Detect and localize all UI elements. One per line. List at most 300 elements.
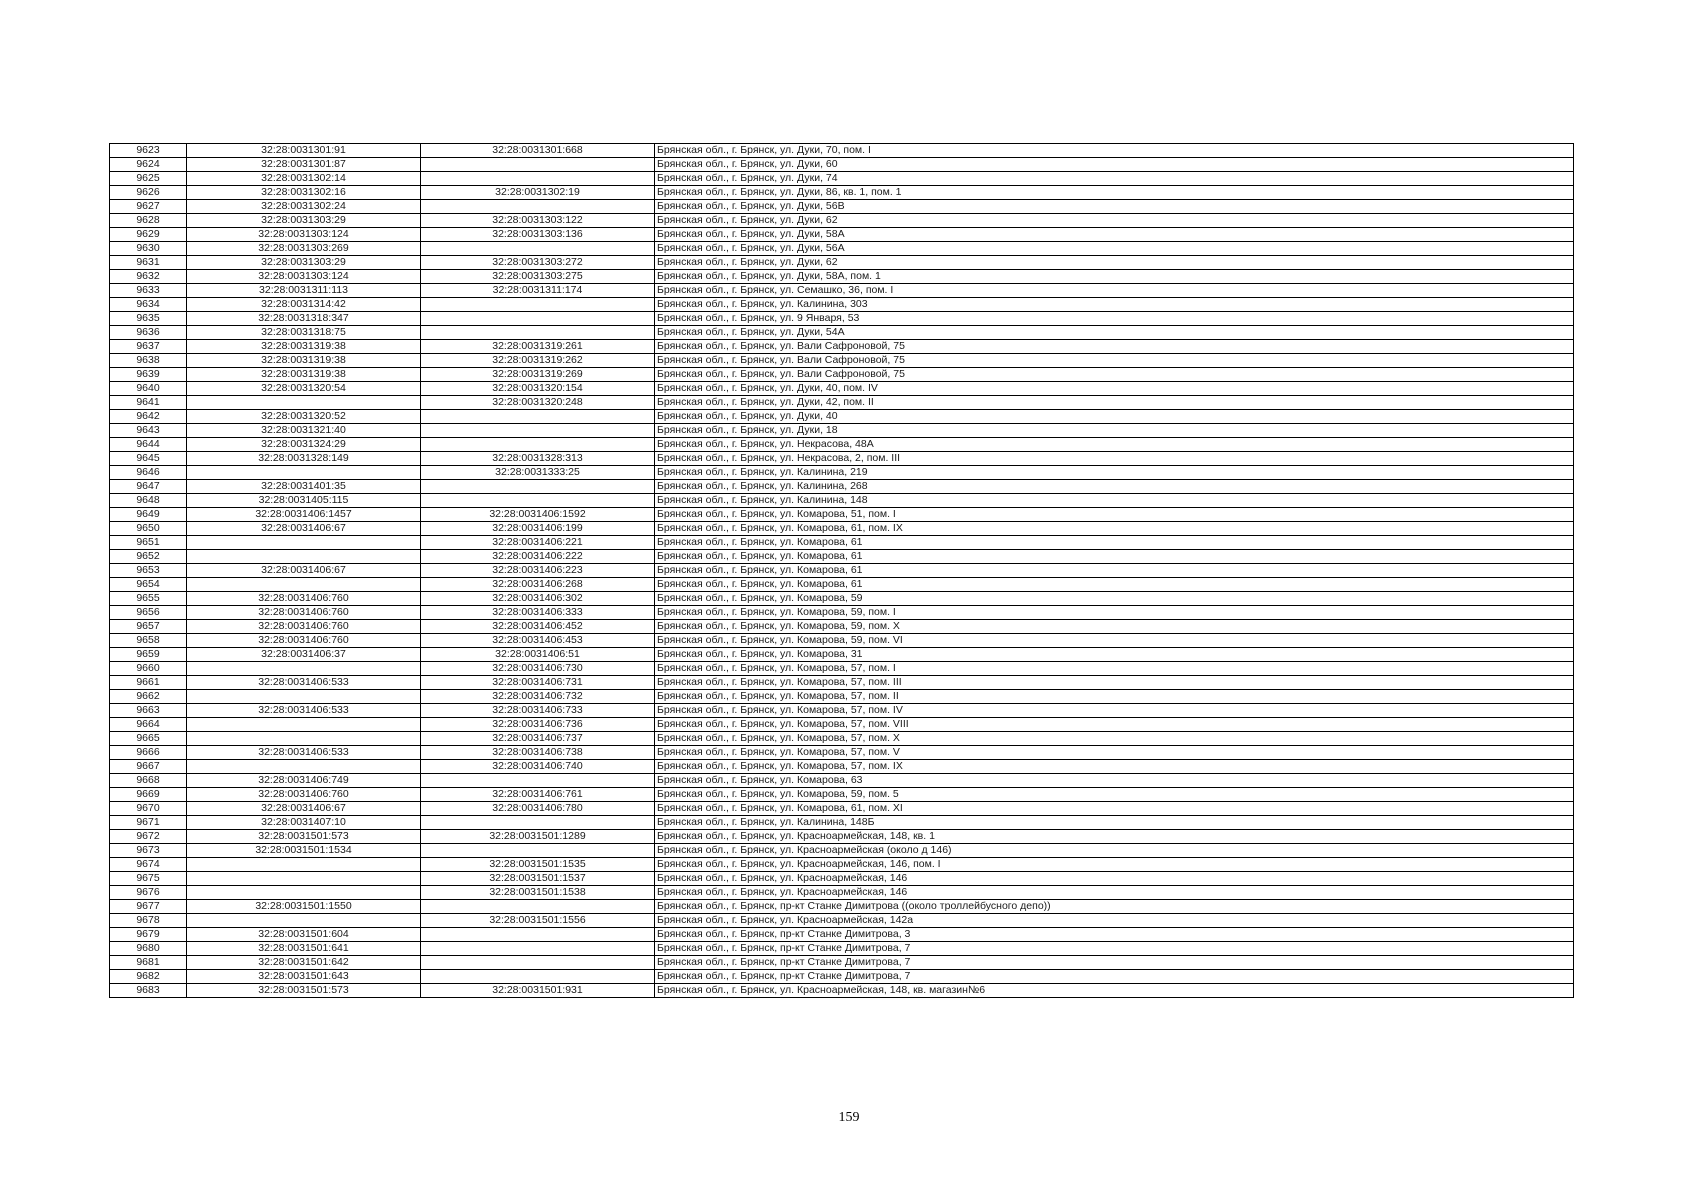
address-cell: Брянская обл., г. Брянск, ул. Комарова, 57, пом. III <box>655 676 1574 690</box>
address-cell: Брянская обл., г. Брянск, ул. Комарова, 57, пом. X <box>655 732 1574 746</box>
row-number-cell: 9679 <box>110 928 187 942</box>
building-cadastral-number-cell: 32:28:0031406:333 <box>421 606 655 620</box>
land-cadastral-number-cell <box>187 690 421 704</box>
address-cell: Брянская обл., г. Брянск, ул. Красноармейская, 148, кв. магазин№6 <box>655 984 1574 998</box>
building-cadastral-number-cell: 32:28:0031501:1535 <box>421 858 655 872</box>
registry-table-body <box>110 144 1574 998</box>
building-cadastral-number-cell: 32:28:0031406:737 <box>421 732 655 746</box>
land-cadastral-number-cell: 32:28:0031311:113 <box>187 284 421 298</box>
row-number-cell: 9628 <box>110 214 187 228</box>
row-number-cell: 9646 <box>110 466 187 480</box>
land-cadastral-number-cell: 32:28:0031501:1534 <box>187 844 421 858</box>
table-row <box>110 732 1574 746</box>
land-cadastral-number-cell: 32:28:0031406:760 <box>187 634 421 648</box>
table-row <box>110 326 1574 340</box>
land-cadastral-number-cell <box>187 718 421 732</box>
address-cell: Брянская обл., г. Брянск, ул. Дуки, 54А <box>655 326 1574 340</box>
building-cadastral-number-cell <box>421 900 655 914</box>
address-cell: Брянская обл., г. Брянск, ул. Комарова, 57, пом. II <box>655 690 1574 704</box>
row-number-cell: 9650 <box>110 522 187 536</box>
building-cadastral-number-cell <box>421 438 655 452</box>
address-cell: Брянская обл., г. Брянск, ул. Калинина, 148 <box>655 494 1574 508</box>
row-number-cell: 9680 <box>110 942 187 956</box>
land-cadastral-number-cell: 32:28:0031320:54 <box>187 382 421 396</box>
table-row <box>110 606 1574 620</box>
building-cadastral-number-cell: 32:28:0031406:740 <box>421 760 655 774</box>
building-cadastral-number-cell <box>421 312 655 326</box>
building-cadastral-number-cell: 32:28:0031302:19 <box>421 186 655 200</box>
row-number-cell: 9662 <box>110 690 187 704</box>
building-cadastral-number-cell <box>421 816 655 830</box>
building-cadastral-number-cell: 32:28:0031320:248 <box>421 396 655 410</box>
building-cadastral-number-cell: 32:28:0031333:25 <box>421 466 655 480</box>
page-number: 159 <box>838 1110 860 1125</box>
table-row <box>110 200 1574 214</box>
building-cadastral-number-cell: 32:28:0031301:668 <box>421 144 655 158</box>
building-cadastral-number-cell: 32:28:0031311:174 <box>421 284 655 298</box>
building-cadastral-number-cell: 32:28:0031406:453 <box>421 634 655 648</box>
land-cadastral-number-cell: 32:28:0031406:67 <box>187 802 421 816</box>
address-cell: Брянская обл., г. Брянск, ул. Калинина, 303 <box>655 298 1574 312</box>
land-cadastral-number-cell <box>187 536 421 550</box>
land-cadastral-number-cell: 32:28:0031501:573 <box>187 830 421 844</box>
land-cadastral-number-cell: 32:28:0031302:14 <box>187 172 421 186</box>
building-cadastral-number-cell: 32:28:0031406:51 <box>421 648 655 662</box>
row-number-cell: 9677 <box>110 900 187 914</box>
table-row <box>110 158 1574 172</box>
land-cadastral-number-cell: 32:28:0031328:149 <box>187 452 421 466</box>
table-row <box>110 900 1574 914</box>
address-cell: Брянская обл., г. Брянск, ул. Комарова, 61, пом. XI <box>655 802 1574 816</box>
land-cadastral-number-cell: 32:28:0031314:42 <box>187 298 421 312</box>
address-cell: Брянская обл., г. Брянск, ул. Дуки, 70, пом. I <box>655 144 1574 158</box>
building-cadastral-number-cell: 32:28:0031406:730 <box>421 662 655 676</box>
address-cell: Брянская обл., г. Брянск, ул. Калинина, 219 <box>655 466 1574 480</box>
address-cell: Брянская обл., г. Брянск, ул. Комарова, 61 <box>655 550 1574 564</box>
address-cell: Брянская обл., г. Брянск, ул. Красноармейская, 146, пом. I <box>655 858 1574 872</box>
address-cell: Брянская обл., г. Брянск, ул. Дуки, 42, пом. II <box>655 396 1574 410</box>
address-cell: Брянская обл., г. Брянск, ул. Комарова, 57, пом. IV <box>655 704 1574 718</box>
row-number-cell: 9669 <box>110 788 187 802</box>
address-cell: Брянская обл., г. Брянск, ул. Комарова, 31 <box>655 648 1574 662</box>
table-row <box>110 564 1574 578</box>
table-row <box>110 718 1574 732</box>
row-number-cell: 9637 <box>110 340 187 354</box>
table-row <box>110 480 1574 494</box>
land-cadastral-number-cell <box>187 396 421 410</box>
building-cadastral-number-cell: 32:28:0031501:1289 <box>421 830 655 844</box>
row-number-cell: 9629 <box>110 228 187 242</box>
row-number-cell: 9636 <box>110 326 187 340</box>
building-cadastral-number-cell <box>421 844 655 858</box>
row-number-cell: 9671 <box>110 816 187 830</box>
land-cadastral-number-cell: 32:28:0031406:760 <box>187 606 421 620</box>
table-row <box>110 816 1574 830</box>
land-cadastral-number-cell: 32:28:0031501:604 <box>187 928 421 942</box>
table-row <box>110 690 1574 704</box>
table-row <box>110 522 1574 536</box>
address-cell: Брянская обл., г. Брянск, ул. Комарова, 63 <box>655 774 1574 788</box>
table-row <box>110 550 1574 564</box>
table-row <box>110 256 1574 270</box>
table-row <box>110 508 1574 522</box>
address-cell: Брянская обл., г. Брянск, пр-кт Станке Димитрова, 3 <box>655 928 1574 942</box>
building-cadastral-number-cell: 32:28:0031303:122 <box>421 214 655 228</box>
table-row <box>110 676 1574 690</box>
address-cell: Брянская обл., г. Брянск, ул. Дуки, 60 <box>655 158 1574 172</box>
address-cell: Брянская обл., г. Брянск, ул. Дуки, 40, пом. IV <box>655 382 1574 396</box>
building-cadastral-number-cell: 32:28:0031406:780 <box>421 802 655 816</box>
building-cadastral-number-cell: 32:28:0031501:1537 <box>421 872 655 886</box>
address-cell: Брянская обл., г. Брянск, ул. Дуки, 40 <box>655 410 1574 424</box>
building-cadastral-number-cell <box>421 494 655 508</box>
land-cadastral-number-cell: 32:28:0031406:1457 <box>187 508 421 522</box>
table-row <box>110 186 1574 200</box>
building-cadastral-number-cell: 32:28:0031320:154 <box>421 382 655 396</box>
building-cadastral-number-cell <box>421 298 655 312</box>
row-number-cell: 9645 <box>110 452 187 466</box>
row-number-cell: 9643 <box>110 424 187 438</box>
row-number-cell: 9624 <box>110 158 187 172</box>
table-row <box>110 648 1574 662</box>
row-number-cell: 9647 <box>110 480 187 494</box>
land-cadastral-number-cell: 32:28:0031406:749 <box>187 774 421 788</box>
row-number-cell: 9630 <box>110 242 187 256</box>
land-cadastral-number-cell: 32:28:0031303:29 <box>187 256 421 270</box>
row-number-cell: 9676 <box>110 886 187 900</box>
row-number-cell: 9681 <box>110 956 187 970</box>
table-row <box>110 634 1574 648</box>
land-cadastral-number-cell: 32:28:0031318:75 <box>187 326 421 340</box>
row-number-cell: 9661 <box>110 676 187 690</box>
table-row <box>110 774 1574 788</box>
table-row <box>110 368 1574 382</box>
table-row <box>110 914 1574 928</box>
row-number-cell: 9658 <box>110 634 187 648</box>
building-cadastral-number-cell <box>421 942 655 956</box>
building-cadastral-number-cell <box>421 480 655 494</box>
table-row <box>110 536 1574 550</box>
land-cadastral-number-cell: 32:28:0031319:38 <box>187 354 421 368</box>
land-cadastral-number-cell: 32:28:0031406:760 <box>187 592 421 606</box>
row-number-cell: 9652 <box>110 550 187 564</box>
land-cadastral-number-cell <box>187 760 421 774</box>
address-cell: Брянская обл., г. Брянск, ул. Дуки, 58А, пом. 1 <box>655 270 1574 284</box>
address-cell: Брянская обл., г. Брянск, пр-кт Станке Димитрова, 7 <box>655 970 1574 984</box>
row-number-cell: 9665 <box>110 732 187 746</box>
building-cadastral-number-cell <box>421 158 655 172</box>
address-cell: Брянская обл., г. Брянск, ул. Комарова, 61 <box>655 564 1574 578</box>
land-cadastral-number-cell: 32:28:0031324:29 <box>187 438 421 452</box>
row-number-cell: 9670 <box>110 802 187 816</box>
building-cadastral-number-cell: 32:28:0031406:268 <box>421 578 655 592</box>
table-row <box>110 452 1574 466</box>
address-cell: Брянская обл., г. Брянск, ул. Дуки, 62 <box>655 256 1574 270</box>
table-row <box>110 928 1574 942</box>
building-cadastral-number-cell <box>421 956 655 970</box>
address-cell: Брянская обл., г. Брянск, ул. Дуки, 56В <box>655 200 1574 214</box>
table-row <box>110 886 1574 900</box>
land-cadastral-number-cell: 32:28:0031406:533 <box>187 676 421 690</box>
land-cadastral-number-cell: 32:28:0031303:124 <box>187 228 421 242</box>
land-cadastral-number-cell <box>187 662 421 676</box>
building-cadastral-number-cell <box>421 970 655 984</box>
table-row <box>110 942 1574 956</box>
address-cell: Брянская обл., г. Брянск, ул. Комарова, 59, пом. I <box>655 606 1574 620</box>
land-cadastral-number-cell: 32:28:0031406:67 <box>187 564 421 578</box>
address-cell: Брянская обл., г. Брянск, ул. Семашко, 36, пом. I <box>655 284 1574 298</box>
address-cell: Брянская обл., г. Брянск, ул. Комарова, 59, пом. X <box>655 620 1574 634</box>
address-cell: Брянская обл., г. Брянск, ул. Комарова, 57, пом. VIII <box>655 718 1574 732</box>
table-row <box>110 592 1574 606</box>
address-cell: Брянская обл., г. Брянск, ул. Калинина, 268 <box>655 480 1574 494</box>
table-row <box>110 970 1574 984</box>
address-cell: Брянская обл., г. Брянск, ул. Красноармейская, 146 <box>655 886 1574 900</box>
building-cadastral-number-cell: 32:28:0031501:931 <box>421 984 655 998</box>
table-row <box>110 844 1574 858</box>
land-cadastral-number-cell: 32:28:0031406:67 <box>187 522 421 536</box>
land-cadastral-number-cell: 32:28:0031407:10 <box>187 816 421 830</box>
row-number-cell: 9667 <box>110 760 187 774</box>
table-row <box>110 228 1574 242</box>
table-row <box>110 382 1574 396</box>
table-row <box>110 312 1574 326</box>
row-number-cell: 9682 <box>110 970 187 984</box>
table-row <box>110 620 1574 634</box>
row-number-cell: 9657 <box>110 620 187 634</box>
table-row <box>110 410 1574 424</box>
address-cell: Брянская обл., г. Брянск, ул. Комарова, 57, пом. I <box>655 662 1574 676</box>
land-cadastral-number-cell: 32:28:0031406:760 <box>187 788 421 802</box>
building-cadastral-number-cell <box>421 326 655 340</box>
land-cadastral-number-cell: 32:28:0031303:29 <box>187 214 421 228</box>
address-cell: Брянская обл., г. Брянск, ул. Дуки, 74 <box>655 172 1574 186</box>
land-cadastral-number-cell: 32:28:0031303:269 <box>187 242 421 256</box>
address-cell: Брянская обл., г. Брянск, пр-кт Станке Димитрова, 7 <box>655 942 1574 956</box>
row-number-cell: 9659 <box>110 648 187 662</box>
address-cell: Брянская обл., г. Брянск, ул. Дуки, 86, кв. 1, пом. 1 <box>655 186 1574 200</box>
land-cadastral-number-cell: 32:28:0031302:16 <box>187 186 421 200</box>
address-cell: Брянская обл., г. Брянск, ул. Комарова, 57, пом. V <box>655 746 1574 760</box>
land-cadastral-number-cell: 32:28:0031319:38 <box>187 340 421 354</box>
row-number-cell: 9678 <box>110 914 187 928</box>
row-number-cell: 9648 <box>110 494 187 508</box>
building-cadastral-number-cell: 32:28:0031406:761 <box>421 788 655 802</box>
row-number-cell: 9651 <box>110 536 187 550</box>
address-cell: Брянская обл., г. Брянск, ул. Комарова, 57, пом. IX <box>655 760 1574 774</box>
table-row <box>110 270 1574 284</box>
table-row <box>110 578 1574 592</box>
address-cell: Брянская обл., г. Брянск, ул. Дуки, 62 <box>655 214 1574 228</box>
building-cadastral-number-cell: 32:28:0031303:136 <box>421 228 655 242</box>
row-number-cell: 9626 <box>110 186 187 200</box>
address-cell: Брянская обл., г. Брянск, ул. Дуки, 18 <box>655 424 1574 438</box>
table-row <box>110 214 1574 228</box>
land-cadastral-number-cell <box>187 858 421 872</box>
table-row <box>110 956 1574 970</box>
address-cell: Брянская обл., г. Брянск, ул. Комарова, 59 <box>655 592 1574 606</box>
table-row <box>110 662 1574 676</box>
building-cadastral-number-cell <box>421 200 655 214</box>
table-row <box>110 788 1574 802</box>
building-cadastral-number-cell: 32:28:0031406:223 <box>421 564 655 578</box>
building-cadastral-number-cell: 32:28:0031319:269 <box>421 368 655 382</box>
address-cell: Брянская обл., г. Брянск, ул. Дуки, 58А <box>655 228 1574 242</box>
land-cadastral-number-cell: 32:28:0031501:642 <box>187 956 421 970</box>
building-cadastral-number-cell: 32:28:0031328:313 <box>421 452 655 466</box>
building-cadastral-number-cell: 32:28:0031406:302 <box>421 592 655 606</box>
address-cell: Брянская обл., г. Брянск, ул. Вали Сафроновой, 75 <box>655 340 1574 354</box>
row-number-cell: 9666 <box>110 746 187 760</box>
land-cadastral-number-cell: 32:28:0031318:347 <box>187 312 421 326</box>
address-cell: Брянская обл., г. Брянск, ул. Красноармейская, 142а <box>655 914 1574 928</box>
table-row <box>110 760 1574 774</box>
address-cell: Брянская обл., г. Брянск, ул. Некрасова, 2, пом. III <box>655 452 1574 466</box>
building-cadastral-number-cell: 32:28:0031406:222 <box>421 550 655 564</box>
table-row <box>110 466 1574 480</box>
row-number-cell: 9653 <box>110 564 187 578</box>
table-row <box>110 704 1574 718</box>
land-cadastral-number-cell: 32:28:0031406:533 <box>187 746 421 760</box>
land-cadastral-number-cell: 32:28:0031320:52 <box>187 410 421 424</box>
row-number-cell: 9639 <box>110 368 187 382</box>
land-cadastral-number-cell <box>187 914 421 928</box>
table-row <box>110 424 1574 438</box>
row-number-cell: 9672 <box>110 830 187 844</box>
building-cadastral-number-cell: 32:28:0031303:275 <box>421 270 655 284</box>
land-cadastral-number-cell <box>187 732 421 746</box>
building-cadastral-number-cell: 32:28:0031303:272 <box>421 256 655 270</box>
land-cadastral-number-cell: 32:28:0031319:38 <box>187 368 421 382</box>
table-row <box>110 802 1574 816</box>
row-number-cell: 9634 <box>110 298 187 312</box>
address-cell: Брянская обл., г. Брянск, ул. Вали Сафроновой, 75 <box>655 354 1574 368</box>
address-cell: Брянская обл., г. Брянск, ул. Вали Сафроновой, 75 <box>655 368 1574 382</box>
row-number-cell: 9675 <box>110 872 187 886</box>
table-row <box>110 396 1574 410</box>
address-cell: Брянская обл., г. Брянск, ул. Комарова, 61 <box>655 536 1574 550</box>
row-number-cell: 9644 <box>110 438 187 452</box>
building-cadastral-number-cell: 32:28:0031406:731 <box>421 676 655 690</box>
table-row <box>110 872 1574 886</box>
row-number-cell: 9633 <box>110 284 187 298</box>
land-cadastral-number-cell: 32:28:0031301:87 <box>187 158 421 172</box>
building-cadastral-number-cell: 32:28:0031319:261 <box>421 340 655 354</box>
land-cadastral-number-cell: 32:28:0031501:641 <box>187 942 421 956</box>
address-cell: Брянская обл., г. Брянск, ул. Красноармейская, 146 <box>655 872 1574 886</box>
row-number-cell: 9668 <box>110 774 187 788</box>
table-row <box>110 340 1574 354</box>
row-number-cell: 9627 <box>110 200 187 214</box>
row-number-cell: 9663 <box>110 704 187 718</box>
building-cadastral-number-cell: 32:28:0031406:738 <box>421 746 655 760</box>
building-cadastral-number-cell <box>421 242 655 256</box>
land-cadastral-number-cell <box>187 886 421 900</box>
table-row <box>110 746 1574 760</box>
address-cell: Брянская обл., г. Брянск, ул. Комарова, 61 <box>655 578 1574 592</box>
row-number-cell: 9673 <box>110 844 187 858</box>
land-cadastral-number-cell <box>187 466 421 480</box>
row-number-cell: 9664 <box>110 718 187 732</box>
land-cadastral-number-cell <box>187 550 421 564</box>
building-cadastral-number-cell: 32:28:0031406:452 <box>421 620 655 634</box>
table-row <box>110 438 1574 452</box>
building-cadastral-number-cell: 32:28:0031406:199 <box>421 522 655 536</box>
address-cell: Брянская обл., г. Брянск, пр-кт Станке Димитрова ((около троллейбусного депо)) <box>655 900 1574 914</box>
land-cadastral-number-cell: 32:28:0031302:24 <box>187 200 421 214</box>
row-number-cell: 9631 <box>110 256 187 270</box>
table-row <box>110 172 1574 186</box>
address-cell: Брянская обл., г. Брянск, ул. Красноармейская (около д 146) <box>655 844 1574 858</box>
row-number-cell: 9683 <box>110 984 187 998</box>
row-number-cell: 9655 <box>110 592 187 606</box>
row-number-cell: 9649 <box>110 508 187 522</box>
address-cell: Брянская обл., г. Брянск, ул. Комарова, 61, пом. IX <box>655 522 1574 536</box>
row-number-cell: 9635 <box>110 312 187 326</box>
building-cadastral-number-cell <box>421 774 655 788</box>
address-cell: Брянская обл., г. Брянск, ул. Комарова, 51, пом. I <box>655 508 1574 522</box>
building-cadastral-number-cell <box>421 928 655 942</box>
building-cadastral-number-cell: 32:28:0031406:732 <box>421 690 655 704</box>
land-cadastral-number-cell: 32:28:0031301:91 <box>187 144 421 158</box>
land-cadastral-number-cell: 32:28:0031406:37 <box>187 648 421 662</box>
land-cadastral-number-cell: 32:28:0031303:124 <box>187 270 421 284</box>
address-cell: Брянская обл., г. Брянск, ул. Красноармейская, 148, кв. 1 <box>655 830 1574 844</box>
address-cell: Брянская обл., г. Брянск, ул. Некрасова, 48А <box>655 438 1574 452</box>
table-row <box>110 242 1574 256</box>
row-number-cell: 9660 <box>110 662 187 676</box>
table-row <box>110 830 1574 844</box>
row-number-cell: 9632 <box>110 270 187 284</box>
row-number-cell: 9674 <box>110 858 187 872</box>
land-cadastral-number-cell: 32:28:0031501:1550 <box>187 900 421 914</box>
row-number-cell: 9656 <box>110 606 187 620</box>
land-cadastral-number-cell: 32:28:0031321:40 <box>187 424 421 438</box>
table-row <box>110 494 1574 508</box>
address-cell: Брянская обл., г. Брянск, ул. Комарова, 59, пом. 5 <box>655 788 1574 802</box>
table-row <box>110 858 1574 872</box>
building-cadastral-number-cell: 32:28:0031501:1538 <box>421 886 655 900</box>
table-row <box>110 354 1574 368</box>
building-cadastral-number-cell: 32:28:0031406:1592 <box>421 508 655 522</box>
address-cell: Брянская обл., г. Брянск, ул. Калинина, 148Б <box>655 816 1574 830</box>
address-cell: Брянская обл., г. Брянск, ул. Комарова, 59, пом. VI <box>655 634 1574 648</box>
table-row <box>110 284 1574 298</box>
land-cadastral-number-cell: 32:28:0031501:643 <box>187 970 421 984</box>
row-number-cell: 9654 <box>110 578 187 592</box>
land-cadastral-number-cell: 32:28:0031401:35 <box>187 480 421 494</box>
building-cadastral-number-cell <box>421 424 655 438</box>
land-cadastral-number-cell: 32:28:0031406:533 <box>187 704 421 718</box>
table-row <box>110 984 1574 998</box>
building-cadastral-number-cell: 32:28:0031406:736 <box>421 718 655 732</box>
land-cadastral-number-cell: 32:28:0031501:573 <box>187 984 421 998</box>
row-number-cell: 9625 <box>110 172 187 186</box>
land-cadastral-number-cell: 32:28:0031406:760 <box>187 620 421 634</box>
row-number-cell: 9638 <box>110 354 187 368</box>
address-cell: Брянская обл., г. Брянск, пр-кт Станке Димитрова, 7 <box>655 956 1574 970</box>
building-cadastral-number-cell <box>421 410 655 424</box>
table-row <box>110 298 1574 312</box>
land-cadastral-number-cell: 32:28:0031405:115 <box>187 494 421 508</box>
row-number-cell: 9623 <box>110 144 187 158</box>
table-row <box>110 144 1574 158</box>
row-number-cell: 9640 <box>110 382 187 396</box>
land-cadastral-number-cell <box>187 872 421 886</box>
building-cadastral-number-cell: 32:28:0031501:1556 <box>421 914 655 928</box>
row-number-cell: 9642 <box>110 410 187 424</box>
property-registry-table <box>109 143 1574 998</box>
